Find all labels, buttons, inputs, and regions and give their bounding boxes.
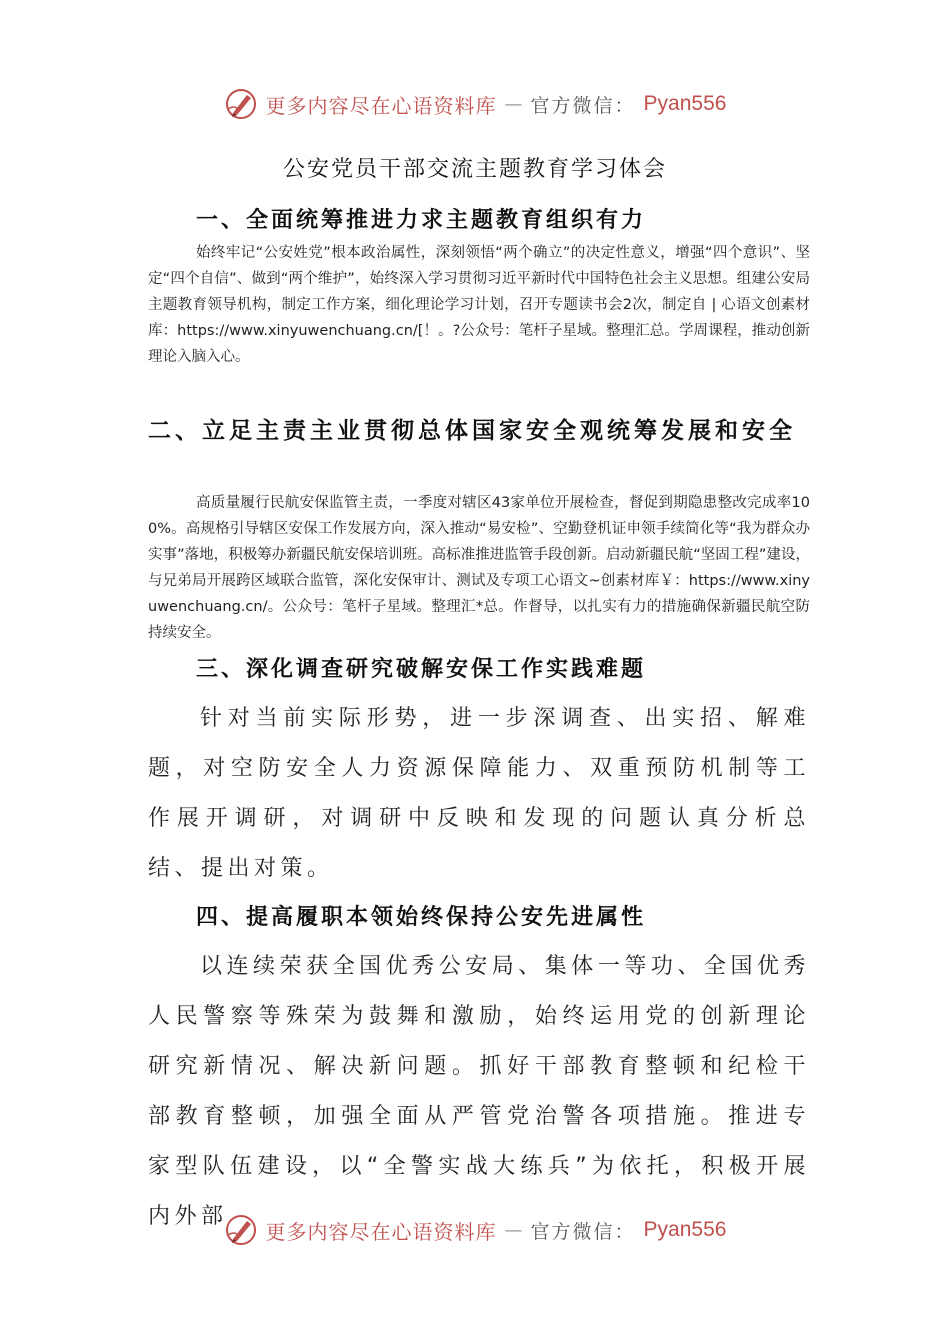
watermark-wechat-label: 官方微信： <box>530 94 636 117</box>
section-4-heading: 四、提高履职本领始终保持公安先进属性 <box>196 905 647 930</box>
watermark-wechat-id: Pyan556 <box>643 92 727 115</box>
section-2-body: 高质量履行民航安保监管主责，一季度对辖区43家单位开展检查，督促到期隐患整改完成率100%。高规格引导辖区安保工作发展方向，深入推动“易安检”、空勤登机证申领手续简化等“我为群众办实事”落地，积极筹办新疆民航安保培训班。高标准推进监管手段创新。启动新疆民航“坚固工程”建设，与兄弟局开展跨区域联合监管，深化安保审计、测试及专项工心语文~创素材库￥：https://www.xinyuwenchuang.cn/。公众号：笔杆子星域。整理汇*总。作督导，以扎实有力的措施确保新疆民航空防持续安全。 <box>148 495 810 641</box>
pen-logo-icon <box>224 1213 258 1247</box>
watermark-banner-top <box>0 84 950 124</box>
section-4-body: 以连续荣获全国优秀公安局、集体一等功、全国优秀人民警察等殊荣为鼓舞和激励，始终运用党的创新理论研究新情况、解决新问题。抓好干部教育整顿和纪检干部教育整顿，加强全面从严管党治警各项措施。推进专家型队伍建设，以“全警实战大练兵”为依托，积极开展内外部 <box>148 954 810 1229</box>
section-1-heading: 一、全面统筹推进力求主题教育组织有力 <box>196 208 647 233</box>
section-1-body: 始终牢记“公安姓党”根本政治属性，深刻领悟“两个确立”的决定性意义，增强“四个意识”、坚定“四个自信”、做到“两个维护”，始终深入学习贯彻习近平新时代中国特色社会主义思想。组建公安局主题教育领导机构，制定工作方案，细化理论学习计划，召开专题读书会2次，制定自 | 心语文创素材库：https://www.xinyuwenchuang.cn/[！。?公众号：笔杆子星域。整理汇总。学周课程，推动创新理论入脑入心。 <box>148 245 810 365</box>
document-title: 公安党员干部交流主题教育学习体会 <box>282 157 667 182</box>
pen-logo-icon <box>224 87 258 121</box>
watermark-brand: 更多内容尽在心语资料库 <box>265 1219 497 1244</box>
watermark-banner-bottom <box>0 1210 950 1250</box>
section-3-heading: 三、深化调查研究破解安保工作实践难题 <box>196 657 647 682</box>
watermark-wechat-label: 官方微信： <box>530 1220 636 1243</box>
watermark-brand: 更多内容尽在心语资料库 <box>265 93 497 118</box>
watermark-separator: — <box>504 1219 523 1241</box>
watermark-separator: — <box>504 93 523 115</box>
section-2-heading: 二、立足主责主业贯彻总体国家安全观统筹发展和安全 <box>148 418 796 444</box>
section-3-body: 针对当前实际形势，进一步深调查、出实招、解难题，对空防安全人力资源保障能力、双重预防机制等工作展开调研，对调研中反映和发现的问题认真分析总结、提出对策。 <box>148 706 810 881</box>
watermark-wechat-id: Pyan556 <box>643 1218 727 1241</box>
